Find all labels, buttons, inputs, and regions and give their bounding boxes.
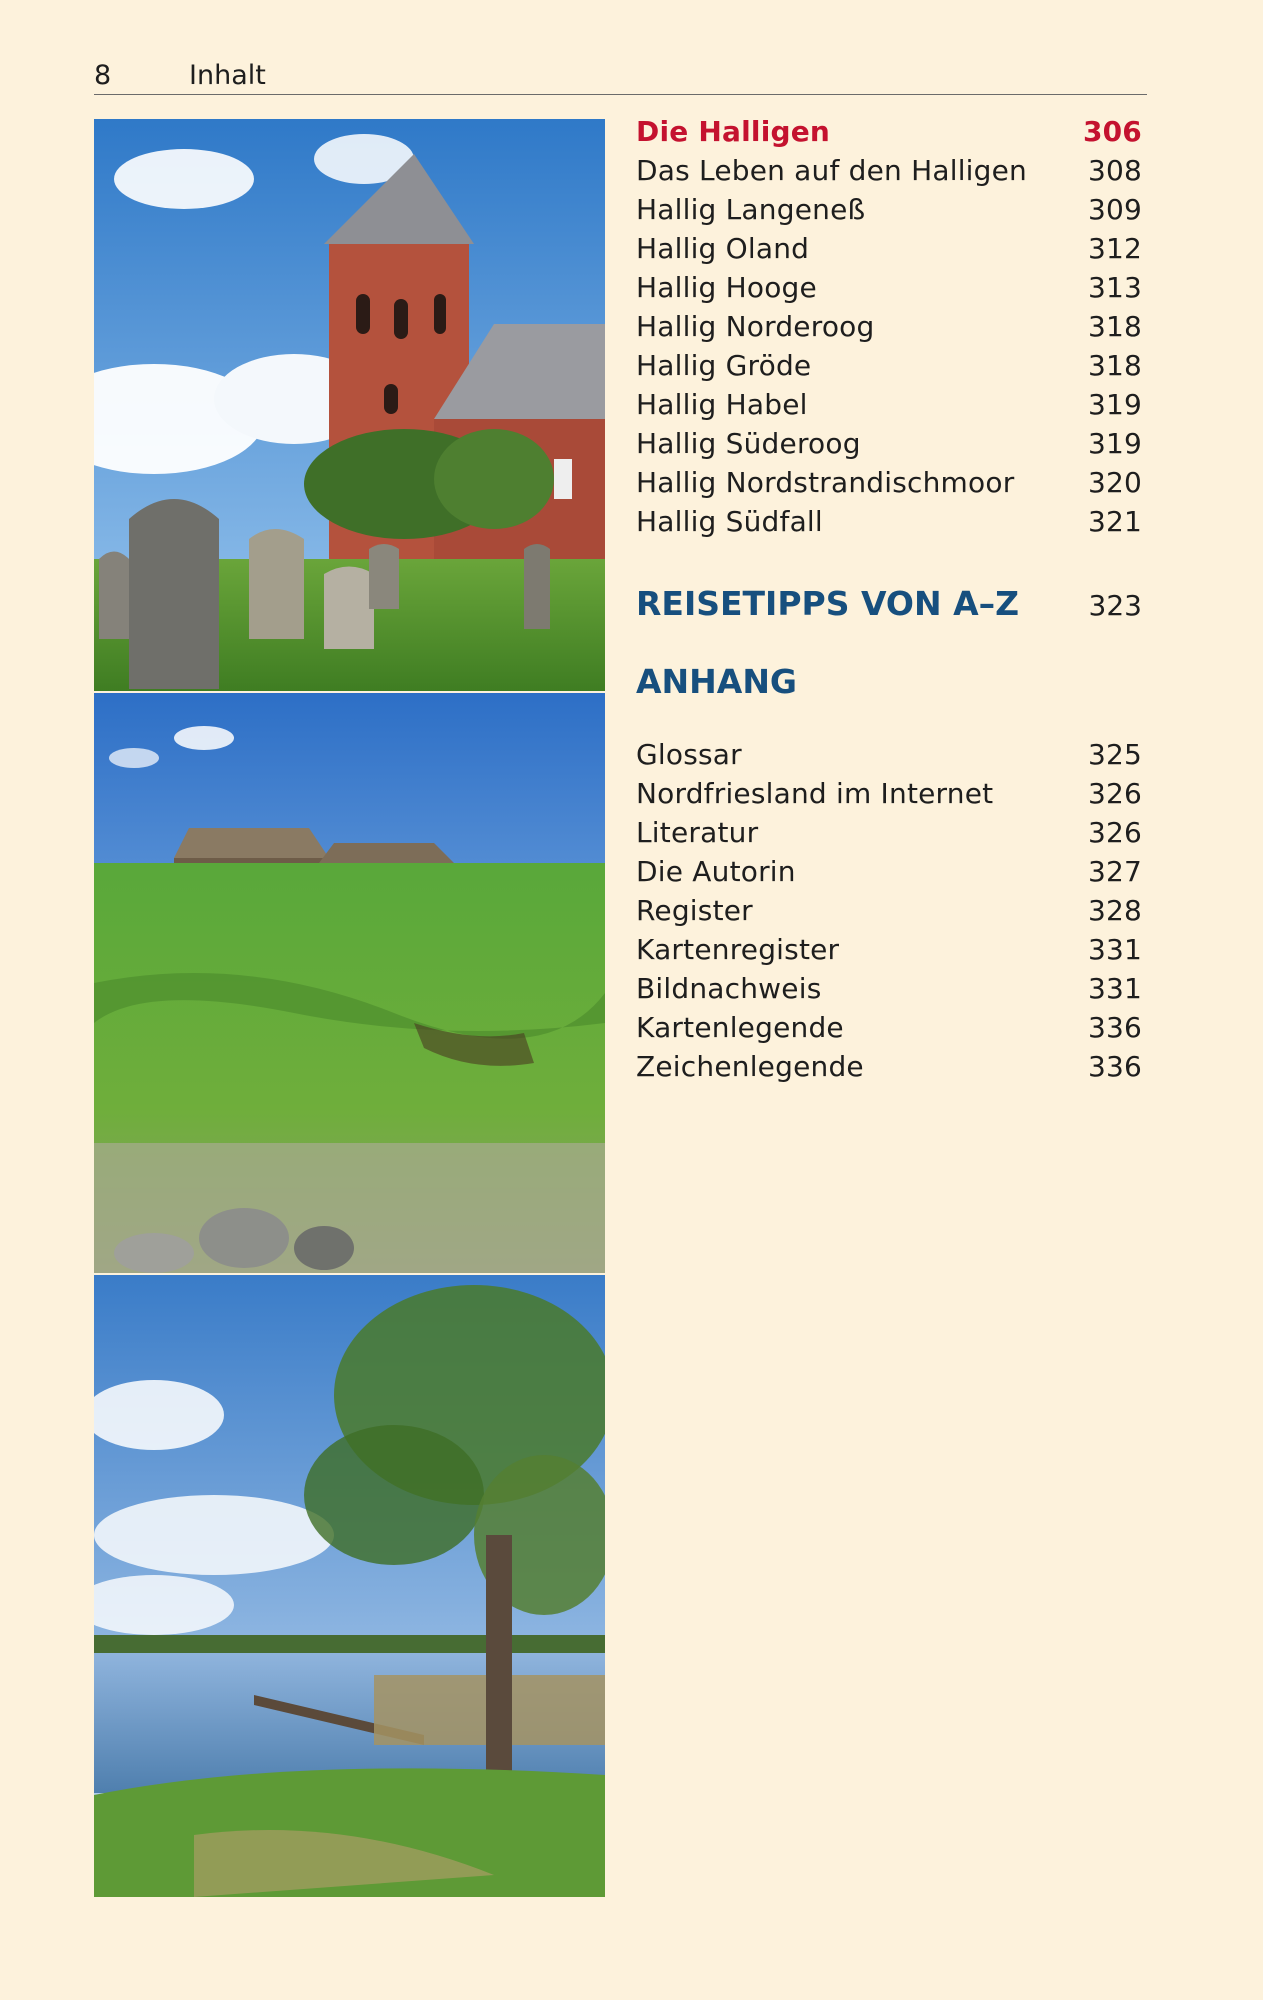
toc-entry-page: 319	[1087, 427, 1142, 460]
toc-entry-title: Das Leben auf den Halligen	[636, 154, 1027, 187]
toc-entry-title: Kartenregister	[636, 933, 840, 966]
section-page: 323	[1088, 589, 1142, 622]
toc-entry-title: Die Halligen	[636, 115, 831, 148]
toc-entry-page: 306	[1082, 115, 1142, 148]
toc-entry-title: Glossar	[636, 738, 742, 771]
toc-entry-title: Hallig Habel	[636, 388, 808, 421]
toc-entry	[636, 115, 1142, 151]
toc-entry	[636, 1050, 1142, 1086]
section-title: REISETIPPS VON A–Z	[636, 584, 1020, 623]
toc-entry	[636, 232, 1142, 268]
toc-entry-page: 328	[1087, 894, 1142, 927]
page-header	[94, 56, 1147, 95]
toc-entry	[636, 816, 1142, 852]
toc-entry-title: Hallig Hooge	[636, 271, 817, 304]
toc-entry-page: 331	[1087, 933, 1142, 966]
hallig-meadow-photo	[94, 693, 605, 1273]
toc-entry	[636, 855, 1142, 891]
page-number: 8	[94, 60, 112, 91]
toc-entry-title: Literatur	[636, 816, 759, 849]
toc-entry-page: 318	[1087, 349, 1142, 382]
toc-entry-page: 327	[1087, 855, 1142, 888]
toc-entry-title: Hallig Süderoog	[636, 427, 861, 460]
toc-entry-title: Hallig Gröde	[636, 349, 812, 382]
toc-entry-title: Zeichenlegende	[636, 1050, 864, 1083]
toc-entry	[636, 388, 1142, 424]
toc-entry-page: 321	[1087, 505, 1142, 538]
toc-entry-page: 308	[1087, 154, 1142, 187]
toc-entry-title: Register	[636, 894, 753, 927]
section-reisetipps	[636, 584, 1142, 623]
toc-entry	[636, 271, 1142, 307]
toc-entry-page: 320	[1087, 466, 1142, 499]
toc-entry-page: 309	[1087, 193, 1142, 226]
section-title: ANHANG	[636, 662, 798, 701]
toc-entry-title: Kartenlegende	[636, 1011, 844, 1044]
toc-entry-title: Die Autorin	[636, 855, 796, 888]
section-anhang	[636, 662, 1142, 701]
toc-entry	[636, 933, 1142, 969]
toc-entry-page: 318	[1087, 310, 1142, 343]
toc-entry-page: 331	[1087, 972, 1142, 1005]
toc-entry	[636, 894, 1142, 930]
toc-entry-title: Hallig Nordstrandischmoor	[636, 466, 1015, 499]
toc-entry-page: 336	[1087, 1011, 1142, 1044]
toc-entry-title: Hallig Langeneß	[636, 193, 866, 226]
toc-entry-page: 325	[1087, 738, 1142, 771]
toc-entry	[636, 427, 1142, 463]
toc-entry	[636, 193, 1142, 229]
toc-entry	[636, 1011, 1142, 1047]
toc-entry-page: 326	[1087, 777, 1142, 810]
toc-entry-page: 312	[1087, 232, 1142, 265]
toc-entry	[636, 349, 1142, 385]
toc-entry	[636, 154, 1142, 190]
tree-lake-photo	[94, 1275, 605, 1897]
toc-entry-title: Hallig Oland	[636, 232, 810, 265]
church-graveyard-photo	[94, 119, 605, 691]
toc-entry	[636, 466, 1142, 502]
toc-entry-page: 319	[1087, 388, 1142, 421]
toc-entry-title: Nordfriesland im Internet	[636, 777, 994, 810]
toc-entry-title: Bildnachweis	[636, 972, 822, 1005]
toc-entry	[636, 972, 1142, 1008]
toc-entry	[636, 738, 1142, 774]
photo-column	[94, 119, 605, 1897]
running-head: Inhalt	[189, 60, 266, 91]
toc-entry	[636, 310, 1142, 346]
toc-entry	[636, 505, 1142, 541]
toc-entry-page: 336	[1087, 1050, 1142, 1083]
toc-entry-page: 313	[1087, 271, 1142, 304]
toc-entry-page: 326	[1087, 816, 1142, 849]
toc-entry	[636, 777, 1142, 813]
toc-entry-title: Hallig Südfall	[636, 505, 823, 538]
toc-entry-title: Hallig Norderoog	[636, 310, 875, 343]
